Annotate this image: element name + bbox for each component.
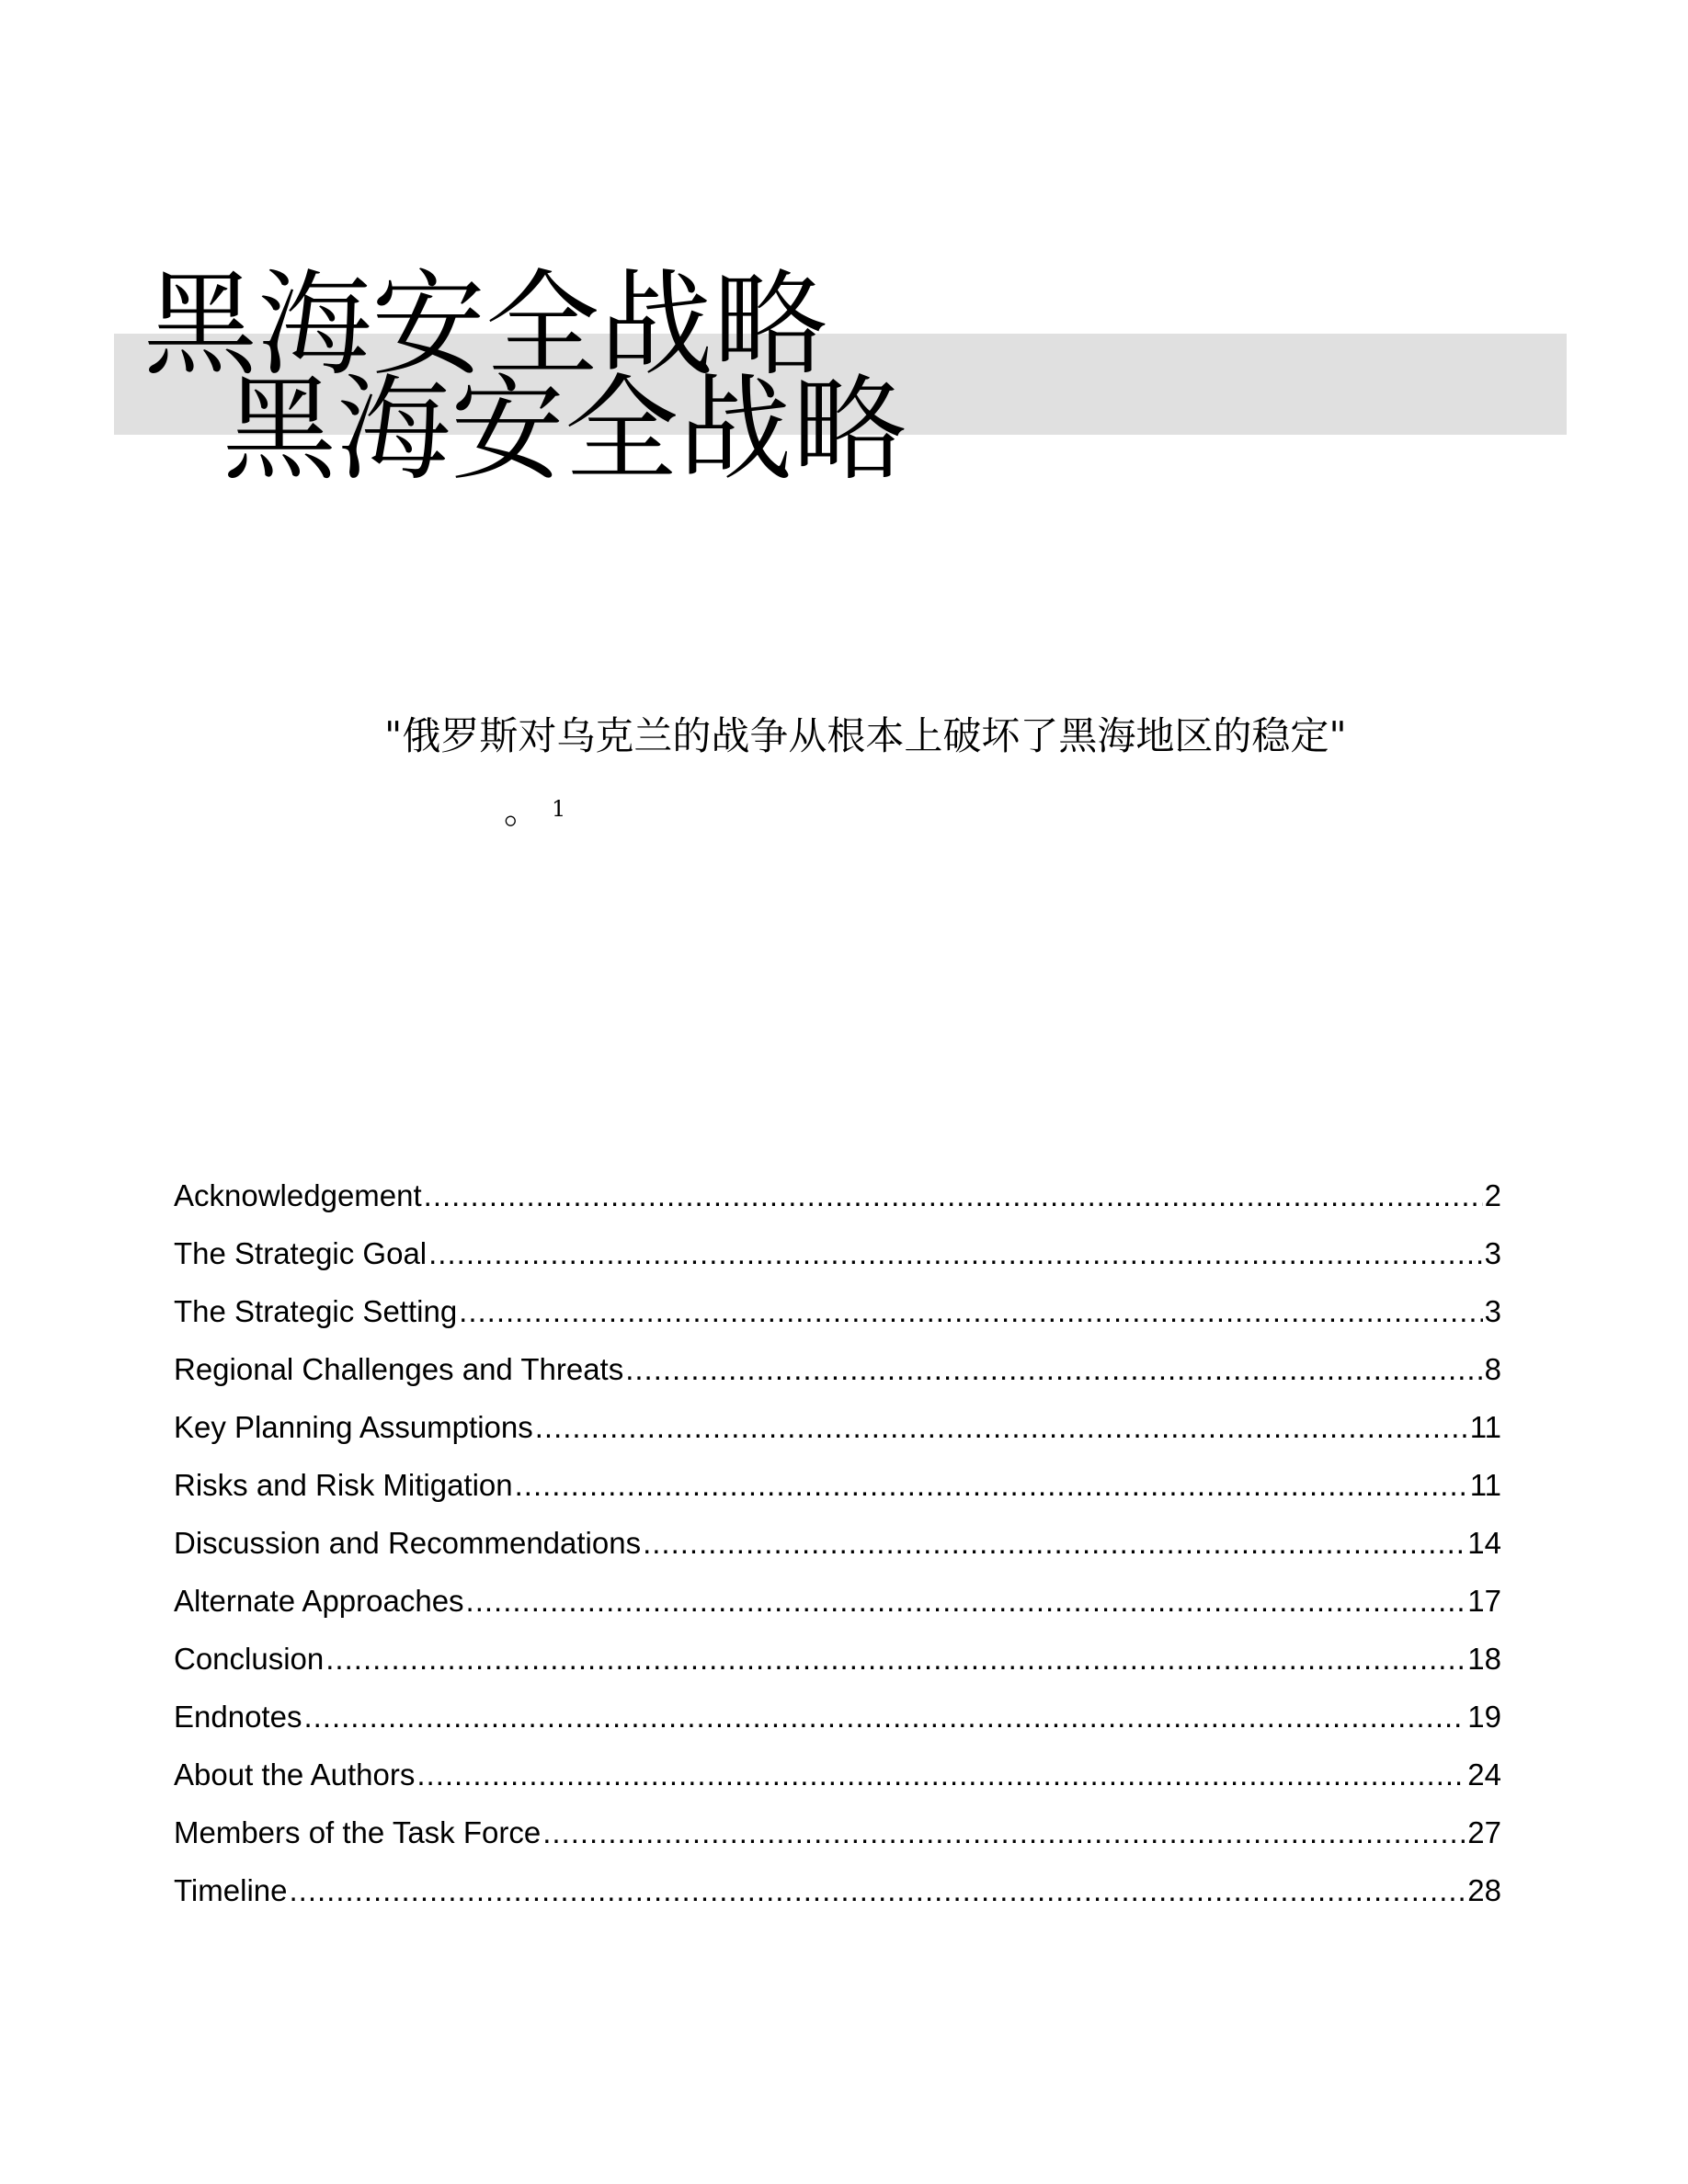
- toc-entry-page: 24: [1467, 1757, 1501, 1792]
- toc-entry-page: 19: [1467, 1700, 1501, 1734]
- footnote-reference[interactable]: 1: [552, 796, 566, 822]
- toc-entry-page: 2: [1484, 1178, 1501, 1212]
- toc-dot-leader: [535, 1412, 1468, 1442]
- toc-entry[interactable]: [174, 1238, 1501, 1296]
- toc-entry[interactable]: [174, 1354, 1501, 1412]
- toc-entry[interactable]: [174, 1759, 1501, 1817]
- toc-dot-leader: [643, 1528, 1466, 1558]
- toc-entry-page: 3: [1484, 1294, 1501, 1328]
- toc-dot-leader: [424, 1180, 1483, 1211]
- toc-entry[interactable]: [174, 1586, 1501, 1644]
- toc-entry[interactable]: [174, 1180, 1501, 1238]
- toc-entry-page: 14: [1467, 1526, 1501, 1560]
- toc-dot-leader: [625, 1354, 1482, 1384]
- toc-entry-page: 18: [1467, 1642, 1501, 1676]
- toc-entry[interactable]: [174, 1296, 1501, 1354]
- toc-entry-page: 27: [1467, 1815, 1501, 1849]
- toc-entry[interactable]: [174, 1817, 1501, 1875]
- toc-entry-label: Discussion and Recommendations: [174, 1526, 642, 1560]
- toc-entry-label: About the Authors: [174, 1757, 416, 1792]
- toc-entry-label: Key Planning Assumptions: [174, 1410, 533, 1444]
- toc-dot-leader: [515, 1470, 1468, 1500]
- toc-entry[interactable]: [174, 1701, 1501, 1759]
- toc-entry[interactable]: [174, 1644, 1501, 1701]
- toc-entry-page: 8: [1484, 1352, 1501, 1386]
- toc-dot-leader: [542, 1817, 1466, 1848]
- toc-entry-label: Timeline: [174, 1873, 288, 1907]
- toc-dot-leader: [466, 1586, 1466, 1616]
- epigraph-quote: "俄罗斯对乌克兰的战争从根本上破坏了黑海地区的稳定": [384, 713, 1347, 758]
- toc-entry-label: Members of the Task Force: [174, 1815, 542, 1849]
- toc-dot-leader: [303, 1701, 1466, 1732]
- toc-dot-leader: [428, 1238, 1483, 1268]
- toc-entry-label: Regional Challenges and Threats: [174, 1352, 624, 1386]
- toc-entry-label: Conclusion: [174, 1642, 325, 1676]
- toc-entry-label: Alternate Approaches: [174, 1584, 464, 1618]
- toc-entry-page: 11: [1469, 1468, 1501, 1502]
- toc-entry[interactable]: [174, 1412, 1501, 1470]
- toc-entry-label: Acknowledgement: [174, 1178, 422, 1212]
- document-title: 黑海安全战略: [143, 259, 828, 392]
- toc-entry-label: The Strategic Goal: [174, 1236, 428, 1270]
- toc-dot-leader: [325, 1644, 1466, 1674]
- toc-dot-leader: [289, 1875, 1466, 1905]
- toc-entry[interactable]: [174, 1470, 1501, 1528]
- toc-entry-label: Endnotes: [174, 1700, 302, 1734]
- toc-entry[interactable]: [174, 1528, 1501, 1586]
- toc-dot-leader: [416, 1759, 1466, 1790]
- toc-entry-label: Risks and Risk Mitigation: [174, 1468, 513, 1502]
- toc-entry-page: 11: [1469, 1410, 1501, 1444]
- toc-entry-page: 17: [1467, 1584, 1501, 1618]
- toc-entry-label: The Strategic Setting: [174, 1294, 458, 1328]
- table-of-contents: [174, 1180, 1501, 1933]
- document-title-duplicate: 黑海安全战略: [222, 364, 907, 496]
- toc-entry-page: 28: [1467, 1873, 1501, 1907]
- toc-dot-leader: [459, 1296, 1482, 1326]
- epigraph-period: 。: [504, 790, 541, 832]
- toc-entry-page: 3: [1484, 1236, 1501, 1270]
- toc-entry[interactable]: [174, 1875, 1501, 1933]
